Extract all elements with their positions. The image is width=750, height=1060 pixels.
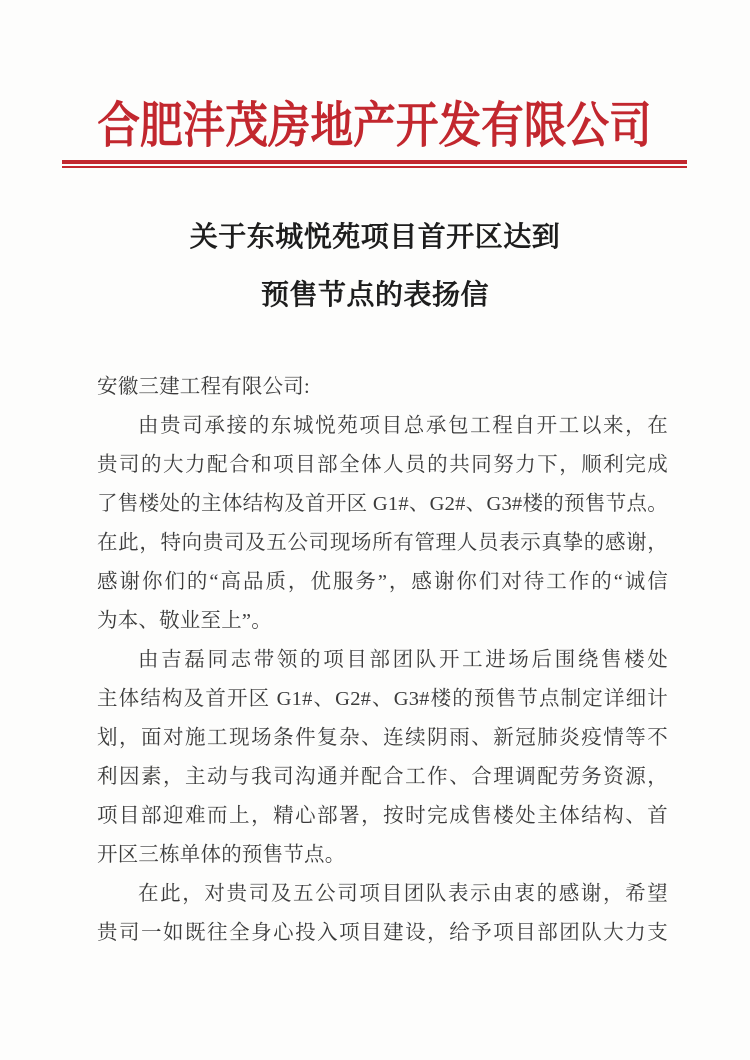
paragraph2-line: 划，面对施工现场条件复杂、连续阴雨、新冠肺炎疫情等不 [97, 727, 668, 749]
letterhead-company-name [0, 98, 750, 154]
company-name-text: 合肥沣茂房地产开发有限公司 [97, 98, 653, 153]
paragraph1-line: 感谢你们的“高品质，优服务”，感谢你们对待工作的“诚信 [97, 571, 668, 593]
letter-body [97, 368, 668, 953]
letterhead-rule-thick [62, 160, 687, 164]
paragraph3-line: 贵司一如既往全身心投入项目建设，给予项目部团队大力支 [97, 922, 668, 944]
paragraph1-line: 为本、敬业至上”。 [97, 610, 272, 632]
letterhead-double-rule [62, 160, 687, 168]
paragraph2-line: 由吉磊同志带领的项目部团队开工进场后围绕售楼处 [138, 649, 668, 671]
letter-title [0, 209, 750, 325]
paragraph2-line: 利因素，主动与我司沟通并配合工作、合理调配劳务资源， [97, 766, 668, 788]
salutation: 安徽三建工程有限公司: [97, 376, 310, 398]
paragraph1-line: 由贵司承接的东城悦苑项目总承包工程自开工以来，在 [138, 415, 668, 437]
letterhead-rule-thin [62, 166, 687, 168]
paragraph1-line: 了售楼处的主体结构及首开区 G1#、G2#、G3#楼的预售节点。 [97, 493, 668, 515]
paragraph3-line: 在此，对贵司及五公司项目团队表示由衷的感谢，希望 [138, 883, 668, 905]
letter-title-line1: 关于东城悦苑项目首开区达到 [189, 222, 561, 253]
paragraph2-line: 主体结构及首开区 G1#、G2#、G3#楼的预售节点制定详细计 [97, 688, 668, 710]
letter-title-line2: 预售节点的表扬信 [260, 280, 489, 311]
paragraph2-line: 开区三栋单体的预售节点。 [97, 844, 346, 866]
paragraph1-line: 贵司的大力配合和项目部全体人员的共同努力下，顺利完成 [97, 454, 668, 476]
paragraph1-line: 在此，特向贵司及五公司现场所有管理人员表示真挚的感谢， [97, 532, 668, 554]
paragraph2-line: 项目部迎难而上，精心部署，按时完成售楼处主体结构、首 [97, 805, 668, 827]
